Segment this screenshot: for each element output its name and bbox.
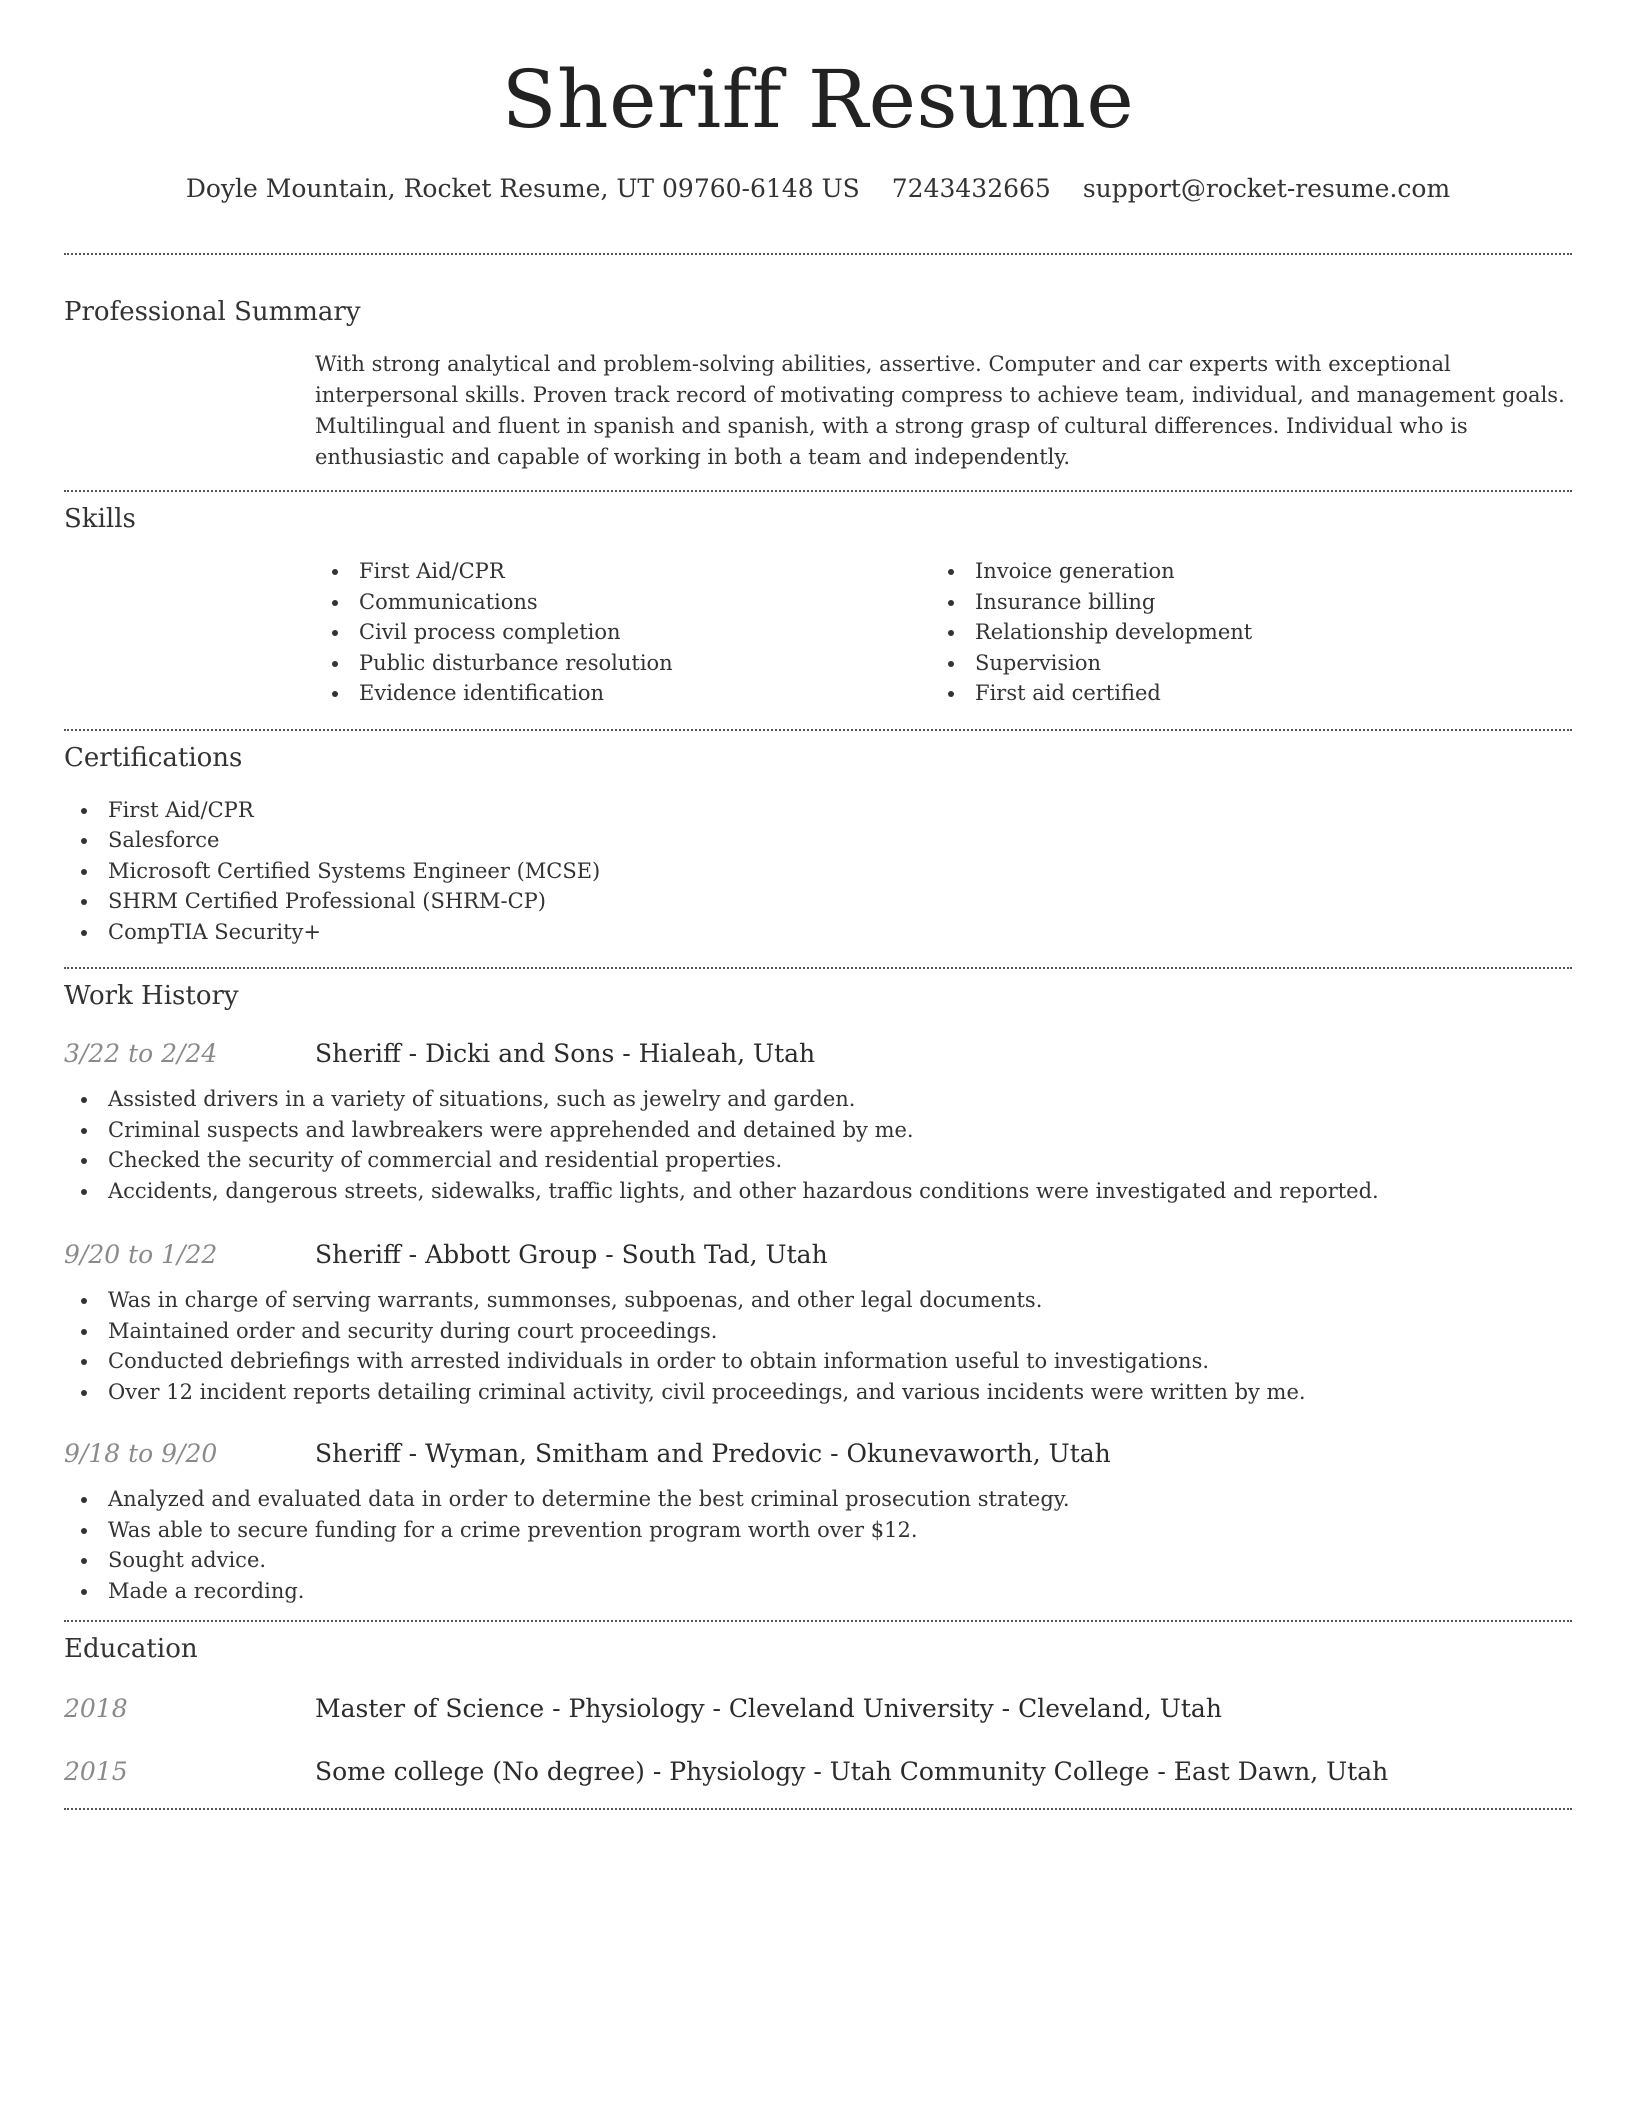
contact-email: support@rocket-resume.com bbox=[1082, 174, 1451, 203]
job-bullet: Was in charge of serving warrants, summonses, subpoenas, and other legal documents. bbox=[64, 1285, 1572, 1316]
job-bullets bbox=[64, 1285, 1572, 1407]
skills-list bbox=[315, 556, 1572, 709]
skill-item: Relationship development bbox=[931, 617, 1547, 648]
certification-item: Microsoft Certified Systems Engineer (MCSE) bbox=[64, 856, 1572, 887]
divider bbox=[64, 1620, 1572, 1622]
skill-item: Evidence identification bbox=[315, 678, 931, 709]
job-dates: 3/22 to 2/24 bbox=[64, 1039, 218, 1068]
contact-phone: 7243432665 bbox=[891, 174, 1051, 203]
job-bullet: Sought advice. bbox=[64, 1545, 1572, 1576]
skill-item: First Aid/CPR bbox=[315, 556, 931, 587]
job-title: Sheriff - Abbott Group - South Tad, Utah bbox=[315, 1240, 828, 1269]
skill-item: Supervision bbox=[931, 648, 1547, 679]
summary-text: With strong analytical and problem-solving abilities, assertive. Computer and car experts with exceptional interpersonal skills. Proven track record of motivating compress to achieve team, individual, and management goals. Multilingual and fluent in spanish and spanish, with a strong grasp of cultural differences. Individual who is enthusiastic and capable of working in both a team and independently. bbox=[315, 352, 1565, 469]
job-bullet: Accidents, dangerous streets, sidewalks, traffic lights, and other hazardous conditions were investigated and reported. bbox=[64, 1176, 1572, 1207]
divider bbox=[64, 967, 1572, 969]
skill-item: First aid certified bbox=[931, 678, 1547, 709]
certification-item: CompTIA Security+ bbox=[64, 917, 1572, 948]
job-dates: 9/18 to 9/20 bbox=[64, 1439, 218, 1468]
education-entry bbox=[64, 1694, 1572, 1723]
job-bullets bbox=[64, 1484, 1572, 1606]
certification-item: SHRM Certified Professional (SHRM-CP) bbox=[64, 886, 1572, 917]
job-entry bbox=[64, 1039, 1572, 1206]
contact-address: Doyle Mountain, Rocket Resume, UT 09760-6148 US bbox=[185, 174, 860, 203]
job-bullet: Maintained order and security during court proceedings. bbox=[64, 1316, 1572, 1347]
job-bullet: Analyzed and evaluated data in order to determine the best criminal prosecution strategy. bbox=[64, 1484, 1572, 1515]
skill-item: Insurance billing bbox=[931, 587, 1547, 618]
education-title: Master of Science - Physiology - Cleveland University - Cleveland, Utah bbox=[315, 1694, 1222, 1723]
work-history-heading: Work History bbox=[64, 981, 239, 1011]
job-bullet: Assisted drivers in a variety of situations, such as jewelry and garden. bbox=[64, 1084, 1572, 1115]
education-title: Some college (No degree) - Physiology - Utah Community College - East Dawn, Utah bbox=[315, 1757, 1389, 1786]
job-bullet: Criminal suspects and lawbreakers were apprehended and detained by me. bbox=[64, 1115, 1572, 1146]
divider bbox=[64, 729, 1572, 731]
job-title: Sheriff - Dicki and Sons - Hialeah, Utah bbox=[315, 1039, 816, 1068]
education-year: 2015 bbox=[64, 1757, 128, 1786]
divider bbox=[64, 253, 1572, 255]
education-entry bbox=[64, 1757, 1572, 1786]
summary-heading: Professional Summary bbox=[64, 297, 361, 327]
divider bbox=[64, 490, 1572, 492]
job-bullet: Checked the security of commercial and residential properties. bbox=[64, 1145, 1572, 1176]
skill-item: Civil process completion bbox=[315, 617, 931, 648]
education-heading: Education bbox=[64, 1634, 198, 1664]
skill-item: Invoice generation bbox=[931, 556, 1547, 587]
job-title: Sheriff - Wyman, Smitham and Predovic - Okunevaworth, Utah bbox=[315, 1439, 1111, 1468]
skills-column-left bbox=[315, 556, 931, 709]
job-header bbox=[64, 1240, 1572, 1269]
certifications-list bbox=[64, 795, 1572, 948]
job-header bbox=[64, 1039, 1572, 1068]
certifications-heading: Certifications bbox=[64, 742, 243, 773]
job-dates: 9/20 to 1/22 bbox=[64, 1240, 218, 1269]
job-bullet: Was able to secure funding for a crime prevention program worth over $12. bbox=[64, 1515, 1572, 1546]
education-year: 2018 bbox=[64, 1694, 128, 1723]
job-bullet: Made a recording. bbox=[64, 1576, 1572, 1607]
job-entry bbox=[64, 1439, 1572, 1606]
skill-item: Public disturbance resolution bbox=[315, 648, 931, 679]
skills-heading: Skills bbox=[64, 504, 136, 534]
contact-line bbox=[64, 174, 1572, 203]
job-entry bbox=[64, 1240, 1572, 1407]
certification-item: First Aid/CPR bbox=[64, 795, 1572, 826]
job-header bbox=[64, 1439, 1572, 1468]
job-bullets bbox=[64, 1084, 1572, 1206]
resume-title: Sheriff Resume bbox=[501, 53, 1135, 146]
resume-page bbox=[64, 0, 1572, 1810]
skill-item: Communications bbox=[315, 587, 931, 618]
divider bbox=[64, 1808, 1572, 1810]
skills-column-right bbox=[931, 556, 1547, 709]
job-bullet: Conducted debriefings with arrested individuals in order to obtain information useful to investigations. bbox=[64, 1346, 1572, 1377]
job-bullet: Over 12 incident reports detailing criminal activity, civil proceedings, and various incidents were written by me. bbox=[64, 1377, 1572, 1408]
certification-item: Salesforce bbox=[64, 825, 1572, 856]
